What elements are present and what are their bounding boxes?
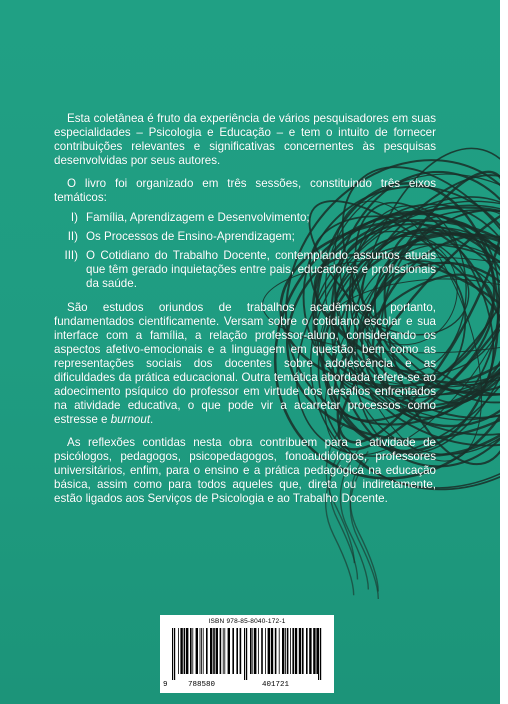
barcode-bar bbox=[275, 628, 277, 674]
barcode-guard-bar bbox=[320, 628, 321, 680]
barcode-bar bbox=[279, 628, 280, 674]
barcode-bars bbox=[170, 628, 324, 680]
barcode-guard-bar bbox=[174, 628, 175, 680]
barcode-bar bbox=[216, 628, 218, 674]
theme-item bbox=[54, 249, 436, 291]
barcode-bar bbox=[306, 628, 308, 674]
barcode-bar bbox=[200, 628, 201, 674]
barcode-bar bbox=[313, 628, 315, 674]
barcode-guard-bar bbox=[172, 628, 173, 680]
barcode-bar bbox=[254, 628, 256, 674]
barcode-bar bbox=[309, 628, 311, 674]
barcode-bar bbox=[206, 628, 208, 674]
barcode-bar bbox=[295, 628, 297, 674]
isbn-label: ISBN 978-85-8040-172-1 bbox=[208, 618, 286, 625]
theme-numeral: II) bbox=[67, 230, 78, 243]
barcode-bar bbox=[178, 628, 179, 674]
theme-numeral: I) bbox=[70, 211, 78, 224]
barcode-bar bbox=[228, 628, 230, 674]
barcode-bar bbox=[180, 628, 182, 674]
barcode-bar bbox=[282, 628, 284, 674]
barcode-bar bbox=[258, 628, 259, 674]
barcode-bar bbox=[240, 628, 242, 674]
barcode-bar bbox=[268, 628, 270, 674]
barcode-guard-bar bbox=[246, 628, 247, 680]
barcode-bar bbox=[299, 628, 301, 674]
barcode-bar bbox=[271, 628, 273, 674]
barcode-bar bbox=[292, 628, 294, 674]
barcode bbox=[160, 615, 334, 693]
burnout-term: burnout bbox=[110, 413, 151, 426]
blurb-paragraph-1: Esta coletânea é fruto da experiência de vários pesquisadores em suas especialidades – Psicologia e Educação – e tem o intuito de fornecer contribuições relevantes e significativas concernentes às pesquisas desenvolvidas por seus autores. bbox=[54, 112, 436, 167]
theme-item bbox=[54, 230, 436, 244]
barcode-bar bbox=[224, 628, 225, 674]
barcode-bar bbox=[232, 628, 234, 674]
barcode-bar bbox=[250, 628, 252, 674]
blurb-paragraph-3-end: . bbox=[150, 413, 154, 426]
theme-text: Os Processos de Ensino-Aprendizagem; bbox=[86, 230, 295, 243]
theme-text: Família, Aprendizagem e Desenvolvimento; bbox=[86, 211, 310, 224]
blurb-paragraph-4: As reflexões contidas nesta obra contribuem para a atividade de psicólogos, pedagogos, psicopedagogos, fonoaudiólogos, professores universitários, enfim, para o ensino e a prática pedagógica na educação básica, assim como para todos aqueles que, direta ou indiretamente, estão ligados aos Serviços de Psicologia e ao Trabalho Docente. bbox=[54, 436, 436, 505]
barcode-bar bbox=[223, 628, 224, 674]
barcode-bar bbox=[184, 628, 186, 674]
barcode-bar bbox=[261, 628, 263, 674]
barcode-bar bbox=[190, 628, 192, 674]
barcode-guard-bar bbox=[244, 628, 245, 680]
barcode-left-digits: 788580 bbox=[188, 681, 216, 689]
barcode-bar bbox=[192, 628, 193, 674]
theme-item bbox=[54, 211, 436, 225]
barcode-bar bbox=[186, 628, 188, 674]
barcode-bar bbox=[203, 628, 204, 674]
themes-list bbox=[54, 211, 436, 291]
blurb-paragraph-3 bbox=[54, 301, 436, 427]
barcode-bar bbox=[316, 628, 318, 674]
barcode-bar bbox=[252, 628, 253, 674]
barcode-bar bbox=[285, 628, 286, 674]
blurb-paragraph-3-main: São estudos oriundos de trabalhos acadêmicos, portanto, fundamentados cientificamente. Versam sobre o cotidiano escolar e sua interface com a família, a relação professor-aluno, considerando os aspectos afetivo-emocionais e a linguagem em questão, bem como as representações sociais dos docentes sobre adolescência e as dificuldades da prática educacional. Outra temática abordada refere-se ao adoecimento psíquico do professor em virtude dos desafios enfrentados na atividade educativa, o que pode vir a acarretar processos como estresse e bbox=[54, 301, 436, 426]
barcode-right-digits: 401721 bbox=[262, 681, 290, 689]
barcode-bar bbox=[287, 628, 289, 674]
barcode-bar bbox=[220, 628, 222, 674]
barcode-first-digit: 9 bbox=[163, 681, 168, 689]
theme-numeral: III) bbox=[64, 249, 78, 262]
barcode-bar bbox=[236, 628, 238, 674]
barcode-bar bbox=[265, 628, 266, 674]
blurb-text bbox=[54, 112, 436, 515]
barcode-bar bbox=[213, 628, 215, 674]
barcode-bar bbox=[210, 628, 212, 674]
barcode-bar bbox=[201, 628, 202, 674]
barcode-bar bbox=[290, 628, 291, 674]
blurb-paragraph-2: O livro foi organizado em três sessões, constituindo três eixos temáticos: bbox=[54, 177, 436, 204]
barcode-bar bbox=[196, 628, 198, 674]
barcode-bar bbox=[302, 628, 304, 674]
theme-text: O Cotidiano do Trabalho Docente, contemplando assuntos atuais que têm gerado inquietações entre pais, educadores e profissionais da saúde. bbox=[86, 249, 436, 290]
